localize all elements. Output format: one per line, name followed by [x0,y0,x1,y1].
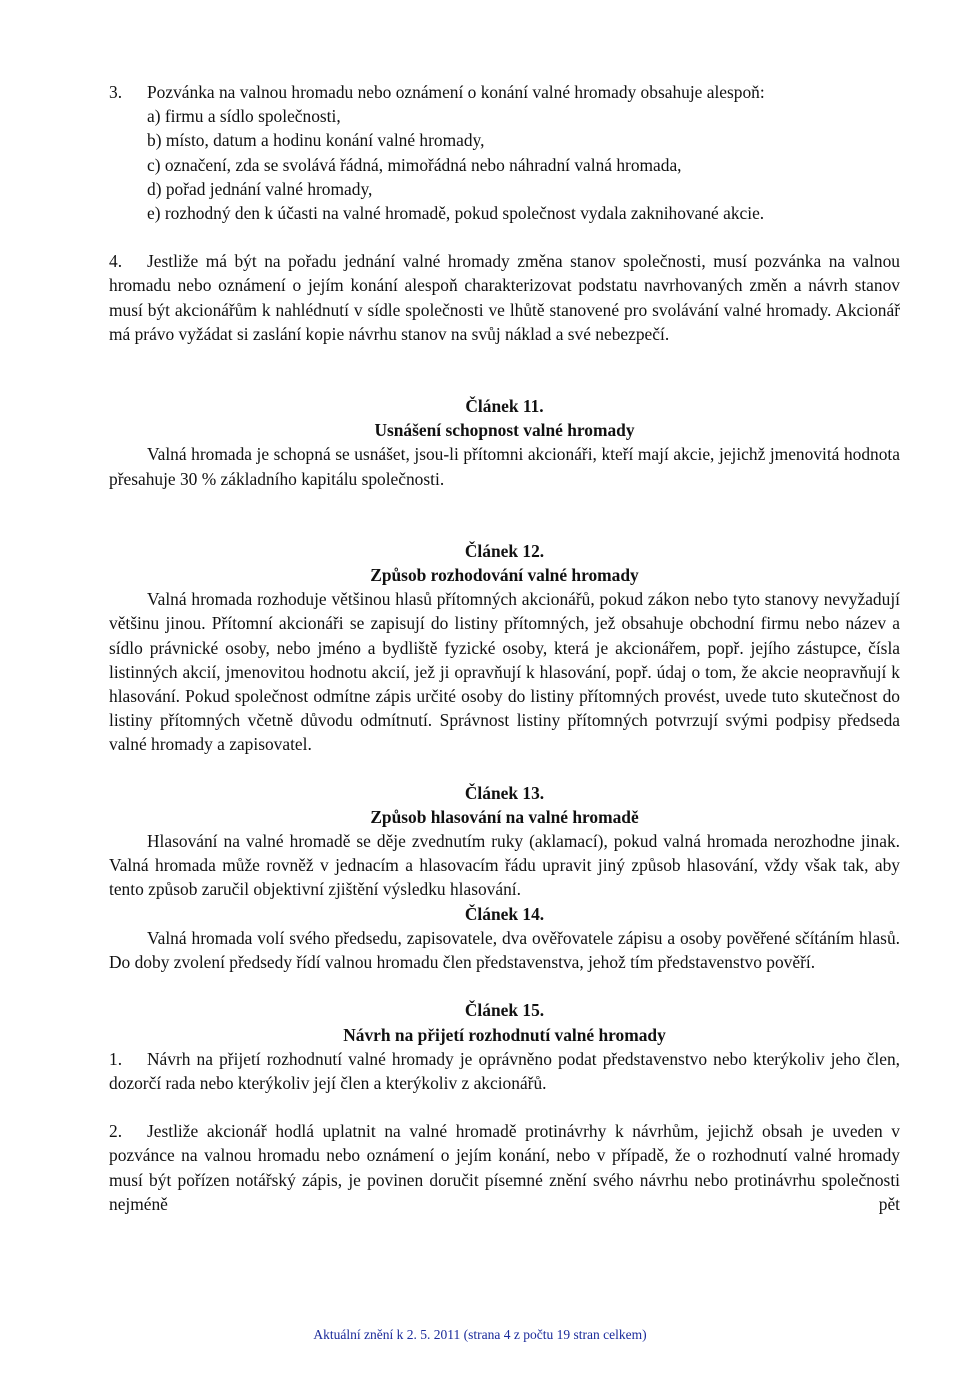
article-14 [109,902,900,975]
article-number: Článek 15. [464,1000,545,1021]
paragraph-number: 1. [109,1048,123,1069]
article-text: Hlasování na valné hromadě se děje zvednutím ruky (aklamací), pokud valná hromada nerozhodne jinak. Valná hromada může rovněž v jednacím a hlasovacím řádu upravit jiný způsob hlasování, vždy však tak, aby tento způsob zaručil objektivní zjištění výsledku hlasování. [109,831,900,900]
section-3 [109,80,900,225]
article-number: Článek 11. [465,396,544,417]
paragraph-number: 2. [109,1121,123,1142]
article-title: Usnášení schopnost valné hromady [374,420,635,441]
section-number: 3. [109,82,123,102]
section-number: 4. [109,251,123,272]
article-title: Způsob rozhodování valné hromady [370,565,639,586]
article-text: Valná hromada volí svého předsedu, zapisovatele, dva ověřovatele zápisu a osoby pověřené sčítáním hlasů. Do doby zvolení předsedy řídí valnou hromadu člen představenstva, jehož tím představenstvo pověří. [109,927,900,973]
paragraph-text: Návrh na přijetí rozhodnutí valné hromady je oprávněno podat představenstvo nebo kterýkoliv jeho člen, dozorčí rada nebo kterýkoliv její člen a kterýkoliv z akcionářů. [109,1048,900,1093]
article-13 [109,781,900,902]
article-title: Způsob hlasování na valné hromadě [370,806,639,827]
list-item: a) firmu a sídlo společnosti, [147,106,341,127]
paragraph-text: Jestliže akcionář hodlá uplatnit na valné hromadě protinávrhy k návrhům, jejichž obsah je uveden v pozvánce na valnou hromadu nebo oznámení o jejím konání, nebo v případě, že o rozhodnutí valné hromady musí být pořízen notářský zápis, je povinen doručit písemné znění svého návrhu nebo protinávrhu společnosti nejméně pět [109,1121,900,1214]
section-4 [109,249,900,346]
article-11 [109,394,900,491]
article-15 [109,998,900,1216]
list-item: d) pořad jednání valné hromady, [147,178,373,199]
document-page [109,80,900,1216]
article-paragraph-2 [109,1119,900,1216]
list-item: b) místo, datum a hodinu konání valné hromady, [147,130,485,151]
list-item: e) rozhodný den k účasti na valné hromadě, pokud společnost vydala zaknihované akcie. [147,203,765,224]
list-item: c) označení, zda se svolává řádná, mimořádná nebo náhradní valná hromada, [147,154,682,175]
page-footer: Aktuální znění k 2. 5. 2011 (strana 4 z počtu 19 stran celkem) [313,1327,647,1342]
article-number: Článek 14. [464,903,545,924]
article-text: Valná hromada je schopná se usnášet, jsou-li přítomni akcionáři, kteří mají akcie, jejichž jmenovitá hodnota přesahuje 30 % základního kapitálu společnosti. [109,444,900,489]
section-intro: Pozvánka na valnou hromadu nebo oznámení o konání valné hromady obsahuje alespoň: [147,82,765,102]
article-12 [109,539,900,757]
article-number: Článek 12. [464,540,545,561]
article-paragraph-1 [109,1047,900,1095]
article-title: Návrh na přijetí rozhodnutí valné hromady [343,1024,666,1045]
section-text: Jestliže má být na pořadu jednání valné hromady změna stanov společnosti, musí pozvánka na valnou hromadu nebo oznámení o jejím konání alespoň charakterizovat podstatu navrhovaných změn a návrh stanov musí být akcionářům k nahlédnutí v sídle společnosti ve lhůtě stanovené pro svolávání valné hromady. Akcionář má právo vyžádat si zaslání kopie návrhu stanov na svůj náklad a své nebezpečí. [109,251,900,344]
requirements-list [147,104,900,225]
article-text: Valná hromada rozhoduje většinou hlasů přítomných akcionářů, pokud zákon nebo tyto stanovy nevyžadují většinu jinou. Přítomní akcionáři se zapisují do listiny přítomných, jež obsahuje obchodní firmu nebo název a sídlo právnické osoby, nebo jméno a bydliště fyzické osoby, která je akcionářem, popř. jejího zástupce, čísla listinných akcií, jmenovitou hodnotu akcií, jež ji opravňují k hlasování, popř. údaj o tom, že akcie neopravňují k hlasování. Pokud společnost odmítne zápis určité osoby do listiny přítomných provést, uvede tuto skutečnost do listiny přítomných včetně důvodu odmítnutí. Správnost listiny přítomných potvrzují svými podpisy předseda valné hromady a zapisovatel. [109,589,900,755]
article-number: Článek 13. [464,782,545,803]
